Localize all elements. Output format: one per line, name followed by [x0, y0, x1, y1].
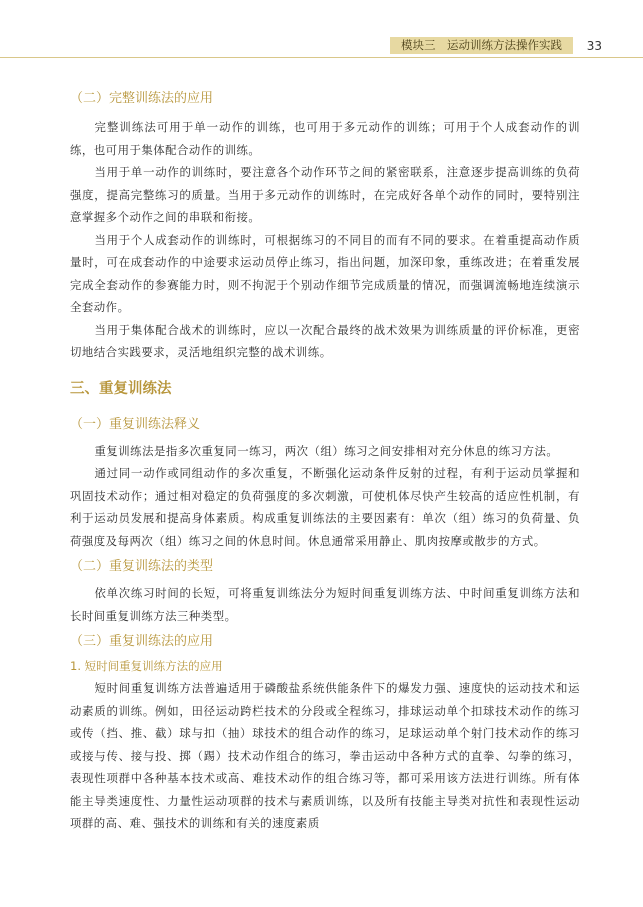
section-heading-repetition-application: （三）重复训练法的应用 — [70, 634, 214, 649]
subsection-heading-short-repetition: 1. 短时间重复训练方法的应用 — [70, 659, 223, 673]
paragraph: 依单次练习时间的长短，可将重复训练法分为短时间重复训练方法、中时间重复训练方法和长时间重复训练方法三种类型。 — [70, 586, 580, 623]
page-number: 33 — [586, 39, 602, 53]
paragraph: 当用于集体配合战术的训练时，应以一次配合最终的战术效果为训练质量的评价标准，更密切地结合实践要求，灵活地组织完整的战术训练。 — [70, 322, 580, 359]
paragraph: 重复训练法是指多次重复同一练习，两次（组）练习之间安排相对充分休息的练习方法。 — [94, 443, 559, 458]
section-heading-complete-method-application: （二）完整训练法的应用 — [70, 91, 214, 106]
chapter-heading-repetition-method: 三、重复训练法 — [70, 380, 172, 397]
paragraph: 短时间重复训练方法普遍适用于磷酸盐系统供能条件下的爆发力强、速度快的运动技术和运动素质的训练。例如，田径运动跨栏技术的分段或全程练习，排球运动单个扣球技术动作的练习或传（挡、推、截）球与扣（抽）球技术的组合动作的练习，足球运动单个射门技术动作的练习或接与传、接与投、掷（踢）技术动作组合的练习，拳击运动中各种方式的直拳、勾拳的练习，表现性项群中各种基本技术或高、难技术动作的组合练习等，都可采用该方法进行训练。所有体能主导类速度性、力量性运动项群的技术与素质训练，以及所有技能主导类对抗性和表现性运动项群的高、难、强技术的训练和有关的速度素质 — [70, 681, 580, 830]
section-heading-repetition-definition: （一）重复训练法释义 — [70, 416, 201, 432]
running-header — [0, 31, 643, 58]
paragraph: 完整训练法可用于单一动作的训练，也可用于多元动作的训练；可用于个人成套动作的训练，也可用于集体配合动作的训练。 — [70, 120, 580, 157]
paragraph: 当用于个人成套动作的训练时，可根据练习的不同目的而有不同的要求。在着重提高动作质量时，可在成套动作的中途要求运动员停止练习，指出问题，加深印象，重练改进；在着重发展完成全套动作的参赛能力时，则不拘泥于个别动作细节完成质量的情况，而强调流畅地连续演示全套动作。 — [70, 232, 580, 314]
page-body — [70, 80, 580, 835]
paragraph: 当用于单一动作的训练时，要注意各个动作环节之间的紧密联系，注意逐步提高训练的负荷强度，提高完整练习的质量。当用于多元动作的训练时，在完成好各单个动作的同时，要特别注意掌握多个动作之间的串联和衔接。 — [70, 165, 580, 224]
paragraph: 通过同一动作或同组动作的多次重复，不断强化运动条件反射的过程，有利于运动员掌握和巩固技术动作；通过相对稳定的负荷强度的多次刺激，可使机体尽快产生较高的适应性机制，有利于运动员发展和提高身体素质。构成重复训练法的主要因素有：单次（组）练习的负荷量、负荷强度及每两次（组）练习之间的休息时间。休息通常采用静止、肌肉按摩或散步的方式。 — [70, 466, 580, 548]
section-heading-repetition-types: （二）重复训练法的类型 — [70, 559, 214, 574]
module-label: 模块三 运动训练方法操作实践 — [390, 37, 573, 54]
